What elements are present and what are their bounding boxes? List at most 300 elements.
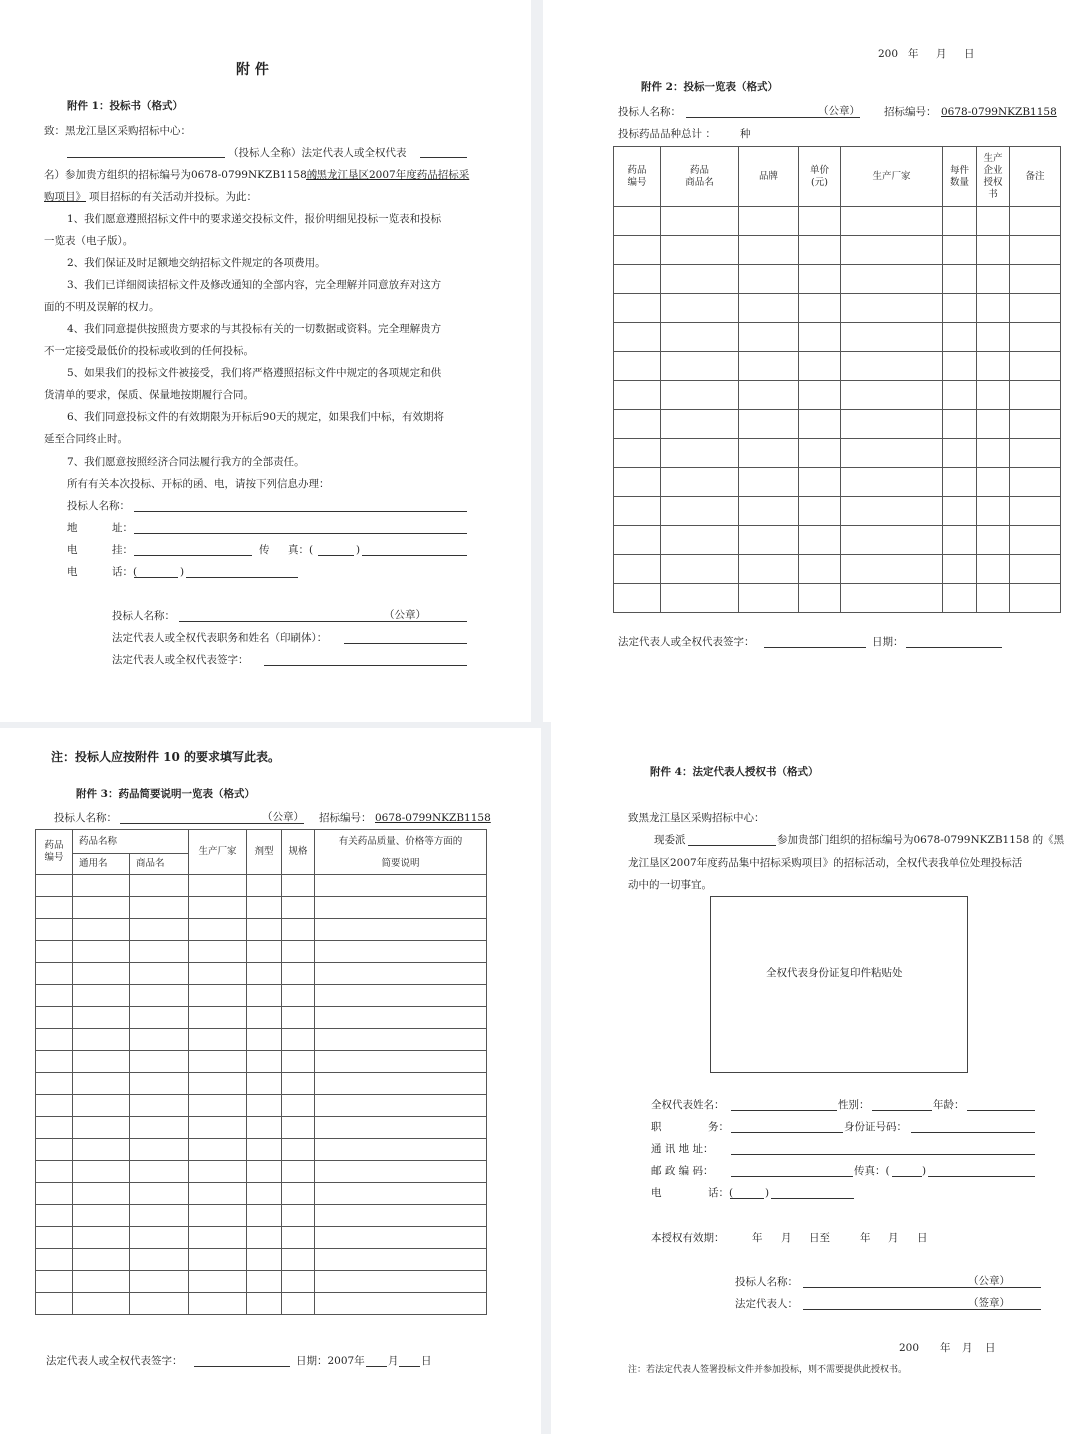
- p3-table-cell[interactable]: [36, 1095, 73, 1117]
- p2-table-cell[interactable]: [943, 584, 977, 613]
- p3-table-cell[interactable]: [130, 1051, 189, 1073]
- p2-table-cell[interactable]: [614, 265, 661, 294]
- p3-table-cell[interactable]: [247, 1271, 282, 1293]
- p2-table-cell[interactable]: [739, 265, 799, 294]
- p3-table-cell[interactable]: [282, 963, 315, 985]
- p4-field-name-input[interactable]: [731, 1110, 837, 1111]
- p4-body3: 动中的一切事宜。: [628, 879, 712, 891]
- p2-table-cell[interactable]: [977, 381, 1010, 410]
- p3-table-cell[interactable]: [36, 1227, 73, 1249]
- p2-table-cell[interactable]: [661, 584, 739, 613]
- p2-sign-input[interactable]: [764, 647, 866, 648]
- p3-table-cell[interactable]: [315, 1183, 487, 1205]
- p2-table-cell[interactable]: [943, 410, 977, 439]
- p2-table-cell[interactable]: [841, 410, 943, 439]
- p4-sign-bidder-label: 投标人名称：: [735, 1276, 798, 1288]
- p3-table-cell[interactable]: [282, 1205, 315, 1227]
- p3-table-cell[interactable]: [189, 1007, 247, 1029]
- p3-table-cell[interactable]: [189, 1095, 247, 1117]
- p2-table-cell[interactable]: [799, 352, 841, 381]
- p3-table-cell[interactable]: [282, 1293, 315, 1315]
- p2-table-cell[interactable]: [943, 265, 977, 294]
- p4-field-job-input[interactable]: [731, 1132, 843, 1133]
- p2-table-cell[interactable]: [614, 410, 661, 439]
- p2-table-row: [614, 207, 1061, 236]
- p2-table-cell[interactable]: [841, 236, 943, 265]
- p3-table-cell[interactable]: [247, 1073, 282, 1095]
- p3-header-code: 药品 编号: [36, 830, 73, 875]
- p2-table-cell[interactable]: [614, 555, 661, 584]
- p3-table-cell[interactable]: [73, 1029, 130, 1051]
- p3-table-cell[interactable]: [36, 1139, 73, 1161]
- p2-table-cell[interactable]: [799, 439, 841, 468]
- p2-table-cell[interactable]: [1010, 323, 1061, 352]
- p3-table-cell[interactable]: [315, 1205, 487, 1227]
- p2-table-cell[interactable]: [977, 439, 1010, 468]
- p2-table-row: [614, 555, 1061, 584]
- p3-table-cell[interactable]: [189, 985, 247, 1007]
- p1-field-fax-input[interactable]: [362, 555, 467, 556]
- p3-table-cell[interactable]: [247, 1249, 282, 1271]
- p3-table-cell[interactable]: [247, 985, 282, 1007]
- p1-field-address-input[interactable]: [134, 533, 467, 534]
- p3-table-cell[interactable]: [315, 1095, 487, 1117]
- p2-table-cell[interactable]: [943, 294, 977, 323]
- p2-table-cell[interactable]: [661, 265, 739, 294]
- p2-table-cell[interactable]: [841, 294, 943, 323]
- p3-seal: （公章）: [262, 811, 304, 823]
- p3-table-cell[interactable]: [130, 1117, 189, 1139]
- p3-table-cell[interactable]: [130, 1073, 189, 1095]
- p1-field-fax-area[interactable]: [318, 555, 354, 556]
- p2-table-cell[interactable]: [614, 381, 661, 410]
- p3-table-cell[interactable]: [282, 1073, 315, 1095]
- p3-table-cell[interactable]: [130, 919, 189, 941]
- p2-table-cell[interactable]: [799, 497, 841, 526]
- p3-table-cell[interactable]: [130, 1139, 189, 1161]
- p2-table-cell[interactable]: [943, 555, 977, 584]
- p3-table-cell[interactable]: [36, 1007, 73, 1029]
- p3-table-cell[interactable]: [130, 941, 189, 963]
- p3-table-cell[interactable]: [73, 1139, 130, 1161]
- p3-table-cell[interactable]: [247, 1095, 282, 1117]
- p2-table-cell[interactable]: [661, 207, 739, 236]
- p2-table-cell[interactable]: [841, 323, 943, 352]
- p2-table-cell[interactable]: [799, 207, 841, 236]
- p1-field-telegraph-input[interactable]: [134, 555, 252, 556]
- p4-field-age-input[interactable]: [967, 1110, 1035, 1111]
- p3-table-cell[interactable]: [130, 1271, 189, 1293]
- p3-table-cell[interactable]: [189, 1227, 247, 1249]
- p3-table-cell[interactable]: [189, 963, 247, 985]
- p2-table-cell[interactable]: [841, 352, 943, 381]
- p2-table-cell[interactable]: [799, 381, 841, 410]
- p3-sign-input[interactable]: [194, 1366, 290, 1367]
- p3-table-cell[interactable]: [36, 1029, 73, 1051]
- p2-table-cell[interactable]: [943, 323, 977, 352]
- p3-table-cell[interactable]: [73, 1095, 130, 1117]
- p3-table-cell[interactable]: [282, 1249, 315, 1271]
- p2-table-cell[interactable]: [739, 410, 799, 439]
- p3-table-cell[interactable]: [315, 1029, 487, 1051]
- p3-table-cell[interactable]: [189, 1271, 247, 1293]
- p2-table-cell[interactable]: [1010, 410, 1061, 439]
- p4-body1-delegate-input[interactable]: [688, 845, 776, 846]
- p2-table-cell[interactable]: [799, 555, 841, 584]
- p3-table-cell[interactable]: [282, 875, 315, 897]
- p3-table-cell[interactable]: [315, 875, 487, 897]
- p3-table-cell[interactable]: [130, 1161, 189, 1183]
- p3-table-cell[interactable]: [73, 1117, 130, 1139]
- p3-table-cell[interactable]: [247, 875, 282, 897]
- p3-table-cell[interactable]: [189, 1139, 247, 1161]
- p3-table-cell[interactable]: [315, 1249, 487, 1271]
- p2-table-cell[interactable]: [977, 584, 1010, 613]
- p3-table-cell[interactable]: [247, 1007, 282, 1029]
- p3-table-cell[interactable]: [247, 1293, 282, 1315]
- p3-table-cell[interactable]: [282, 1139, 315, 1161]
- p2-table-cell[interactable]: [977, 352, 1010, 381]
- p3-table-cell[interactable]: [36, 985, 73, 1007]
- page-separator-horizontal-left: [0, 722, 541, 728]
- p2-table-cell[interactable]: [799, 526, 841, 555]
- p2-table-cell[interactable]: [977, 294, 1010, 323]
- p4-heading: 附件 4：法定代表人授权书（格式）: [650, 766, 819, 778]
- p3-table-cell[interactable]: [282, 985, 315, 1007]
- p2-table-cell[interactable]: [1010, 352, 1061, 381]
- p3-date-day-input[interactable]: [399, 1366, 420, 1367]
- p3-table-row: [36, 1073, 487, 1095]
- p2-table-cell[interactable]: [1010, 294, 1061, 323]
- p3-table-cell[interactable]: [189, 897, 247, 919]
- p2-table-cell[interactable]: [799, 584, 841, 613]
- p2-table-cell[interactable]: [799, 236, 841, 265]
- p2-table-cell[interactable]: [943, 439, 977, 468]
- p1-field-fax-close: ): [356, 544, 361, 556]
- p2-table-cell[interactable]: [977, 526, 1010, 555]
- p4-field-id-label: 身份证号码：: [844, 1121, 907, 1133]
- p2-table-cell[interactable]: [739, 555, 799, 584]
- p2-table-cell[interactable]: [661, 236, 739, 265]
- p3-table-cell[interactable]: [130, 1095, 189, 1117]
- p3-table-cell[interactable]: [189, 1117, 247, 1139]
- p3-table-cell[interactable]: [247, 897, 282, 919]
- p3-table-cell[interactable]: [73, 941, 130, 963]
- p2-table-cell[interactable]: [977, 555, 1010, 584]
- p3-table-row: [36, 1183, 487, 1205]
- p3-table-cell[interactable]: [189, 919, 247, 941]
- p3-table-cell[interactable]: [73, 1227, 130, 1249]
- p3-table-cell[interactable]: [73, 1249, 130, 1271]
- p2-table-cell[interactable]: [739, 439, 799, 468]
- p2-table-cell[interactable]: [614, 497, 661, 526]
- p2-table-cell[interactable]: [739, 294, 799, 323]
- p3-table-cell[interactable]: [282, 1095, 315, 1117]
- p4-sign-rep-label: 法定代表人：: [735, 1298, 798, 1310]
- p2-table-cell[interactable]: [1010, 381, 1061, 410]
- p1-field-phone-area[interactable]: [134, 577, 178, 578]
- p2-table-cell[interactable]: [1010, 207, 1061, 236]
- p3-table-cell[interactable]: [36, 897, 73, 919]
- p3-table-cell[interactable]: [73, 1183, 130, 1205]
- p3-table-cell[interactable]: [315, 963, 487, 985]
- p3-table-cell[interactable]: [36, 963, 73, 985]
- p2-table-cell[interactable]: [977, 207, 1010, 236]
- p3-table-cell[interactable]: [73, 1007, 130, 1029]
- p2-table-cell[interactable]: [841, 381, 943, 410]
- p3-table-cell[interactable]: [189, 941, 247, 963]
- p2-table-cell[interactable]: [661, 526, 739, 555]
- p2-table-cell[interactable]: [739, 207, 799, 236]
- p2-table-cell[interactable]: [977, 497, 1010, 526]
- p3-table-cell[interactable]: [247, 1183, 282, 1205]
- p1-sign-rep-input[interactable]: [344, 643, 467, 644]
- p2-table-cell[interactable]: [1010, 584, 1061, 613]
- p3-table-cell[interactable]: [247, 1029, 282, 1051]
- p3-table-cell[interactable]: [247, 1117, 282, 1139]
- p2-table-cell[interactable]: [841, 468, 943, 497]
- p2-date-input[interactable]: [906, 647, 1002, 648]
- p2-table-cell[interactable]: [841, 555, 943, 584]
- p2-date-year-unit: 年: [908, 48, 919, 60]
- p3-table-cell[interactable]: [315, 919, 487, 941]
- p2-table-cell[interactable]: [799, 294, 841, 323]
- p3-table-cell[interactable]: [282, 941, 315, 963]
- p3-table-cell[interactable]: [36, 1183, 73, 1205]
- p2-table-cell[interactable]: [614, 294, 661, 323]
- p1-field-fax-label-b: 真：(: [288, 544, 314, 556]
- p3-table-cell[interactable]: [36, 1073, 73, 1095]
- p3-table-cell[interactable]: [130, 985, 189, 1007]
- p2-table-cell[interactable]: [841, 265, 943, 294]
- p3-table-cell[interactable]: [282, 1007, 315, 1029]
- p4-field-fax-input[interactable]: [928, 1176, 1035, 1177]
- p3-table-cell[interactable]: [282, 1161, 315, 1183]
- p4-field-id-input[interactable]: [911, 1132, 1035, 1133]
- p3-date-month-input[interactable]: [366, 1366, 387, 1367]
- p2-table-cell[interactable]: [1010, 555, 1061, 584]
- p2-table-cell[interactable]: [943, 236, 977, 265]
- p3-table-cell[interactable]: [282, 1271, 315, 1293]
- p2-table-cell[interactable]: [614, 323, 661, 352]
- p3-table-cell[interactable]: [36, 1161, 73, 1183]
- p3-table-cell[interactable]: [73, 1271, 130, 1293]
- p2-table-cell[interactable]: [739, 352, 799, 381]
- p3-table-cell[interactable]: [282, 897, 315, 919]
- p3-table-cell[interactable]: [282, 1051, 315, 1073]
- p3-table-cell[interactable]: [130, 1007, 189, 1029]
- p3-table-cell[interactable]: [315, 1293, 487, 1315]
- p3-table-cell[interactable]: [36, 1117, 73, 1139]
- p2-header-cell: 药品 编号: [614, 147, 661, 207]
- p3-table-cell[interactable]: [36, 919, 73, 941]
- p2-table-cell[interactable]: [977, 410, 1010, 439]
- p3-table-cell[interactable]: [130, 1227, 189, 1249]
- p1-field-bidder-input[interactable]: [134, 511, 467, 512]
- p2-table-cell[interactable]: [1010, 526, 1061, 555]
- p3-table-cell[interactable]: [315, 1073, 487, 1095]
- p3-table-cell[interactable]: [315, 1227, 487, 1249]
- p3-table-cell[interactable]: [73, 963, 130, 985]
- p3-table-cell[interactable]: [130, 1205, 189, 1227]
- p3-table-cell[interactable]: [189, 1249, 247, 1271]
- p3-table-cell[interactable]: [189, 1293, 247, 1315]
- p2-table-cell[interactable]: [841, 439, 943, 468]
- p2-table-cell[interactable]: [661, 439, 739, 468]
- p3-table-cell[interactable]: [247, 1051, 282, 1073]
- p2-table-cell[interactable]: [614, 439, 661, 468]
- p2-table-cell[interactable]: [943, 526, 977, 555]
- p3-table-cell[interactable]: [36, 1293, 73, 1315]
- p3-table-cell[interactable]: [73, 1073, 130, 1095]
- p2-table-cell[interactable]: [943, 381, 977, 410]
- p3-table-cell[interactable]: [282, 919, 315, 941]
- p2-date-month: 月: [936, 48, 947, 60]
- p3-table-cell[interactable]: [73, 897, 130, 919]
- p3-table-cell[interactable]: [73, 919, 130, 941]
- p2-table-cell[interactable]: [1010, 236, 1061, 265]
- p3-table-cell[interactable]: [36, 1271, 73, 1293]
- p3-table-cell[interactable]: [130, 875, 189, 897]
- p3-table-cell[interactable]: [36, 1205, 73, 1227]
- p2-table-cell[interactable]: [977, 323, 1010, 352]
- p3-table-cell[interactable]: [189, 1205, 247, 1227]
- p4-field-phone-input[interactable]: [771, 1198, 854, 1199]
- p3-table-cell[interactable]: [247, 1161, 282, 1183]
- p2-table-cell[interactable]: [1010, 468, 1061, 497]
- p3-table-cell[interactable]: [315, 1117, 487, 1139]
- p1-item: 3、我们已详细阅读招标文件及修改通知的全部内容，完全理解并同意放弃对这方: [67, 279, 442, 291]
- p3-table-cell[interactable]: [247, 941, 282, 963]
- p2-table-cell[interactable]: [1010, 439, 1061, 468]
- p2-table-cell[interactable]: [614, 207, 661, 236]
- p3-table-cell[interactable]: [73, 875, 130, 897]
- p3-table-cell[interactable]: [189, 1183, 247, 1205]
- p3-table-cell[interactable]: [247, 963, 282, 985]
- p2-table-cell[interactable]: [977, 236, 1010, 265]
- p2-table-cell[interactable]: [739, 584, 799, 613]
- p1-sign-signature-input[interactable]: [264, 665, 467, 666]
- p2-table-row: [614, 265, 1061, 294]
- p2-table-cell[interactable]: [614, 468, 661, 497]
- p2-table-cell[interactable]: [661, 497, 739, 526]
- p3-table-cell[interactable]: [247, 1139, 282, 1161]
- p2-table-cell[interactable]: [841, 584, 943, 613]
- p2-table-cell[interactable]: [661, 323, 739, 352]
- p4-field-address-input[interactable]: [731, 1154, 1035, 1155]
- p3-table-cell[interactable]: [73, 1205, 130, 1227]
- p2-table-cell[interactable]: [841, 526, 943, 555]
- p1-sign-rep-label: 法定代表人或全权代表职务和姓名（印刷体）：: [112, 632, 328, 644]
- p3-table-cell[interactable]: [36, 1249, 73, 1271]
- p1-item: 7、我们愿意按照经济合同法履行我方的全部责任。: [67, 456, 305, 468]
- p2-table-cell[interactable]: [841, 497, 943, 526]
- p2-table-cell[interactable]: [1010, 497, 1061, 526]
- p2-table-cell[interactable]: [739, 236, 799, 265]
- p3-table-cell[interactable]: [282, 1117, 315, 1139]
- p2-table-cell[interactable]: [614, 526, 661, 555]
- p3-table-cell[interactable]: [247, 1205, 282, 1227]
- p4-field-zip-input[interactable]: [731, 1176, 853, 1177]
- p3-table-cell[interactable]: [36, 875, 73, 897]
- p3-table-cell[interactable]: [189, 1029, 247, 1051]
- p3-table-cell[interactable]: [315, 1007, 487, 1029]
- p3-table-cell[interactable]: [315, 897, 487, 919]
- p4-field-sex-input[interactable]: [872, 1110, 932, 1111]
- p2-table-cell[interactable]: [799, 468, 841, 497]
- p2-table-cell[interactable]: [614, 236, 661, 265]
- p2-table-cell[interactable]: [799, 323, 841, 352]
- p2-table-cell[interactable]: [661, 468, 739, 497]
- p2-table-cell[interactable]: [799, 265, 841, 294]
- p2-table-cell[interactable]: [977, 265, 1010, 294]
- p2-table-cell[interactable]: [943, 352, 977, 381]
- p2-table-cell[interactable]: [739, 497, 799, 526]
- p3-table-cell[interactable]: [36, 941, 73, 963]
- p3-table-cell[interactable]: [130, 963, 189, 985]
- p3-table-cell[interactable]: [130, 1249, 189, 1271]
- p2-table-cell[interactable]: [739, 468, 799, 497]
- p3-table-cell[interactable]: [189, 1051, 247, 1073]
- p2-table-cell[interactable]: [661, 294, 739, 323]
- p2-table-cell[interactable]: [943, 468, 977, 497]
- p2-table-cell[interactable]: [614, 352, 661, 381]
- p2-table-cell[interactable]: [943, 207, 977, 236]
- p3-table-cell[interactable]: [247, 919, 282, 941]
- p3-table-cell[interactable]: [73, 985, 130, 1007]
- p3-table-cell[interactable]: [130, 897, 189, 919]
- p3-table-cell[interactable]: [189, 875, 247, 897]
- p2-table-cell[interactable]: [661, 352, 739, 381]
- p2-table-cell[interactable]: [739, 526, 799, 555]
- p3-table-cell[interactable]: [282, 1029, 315, 1051]
- p3-table-cell[interactable]: [247, 1227, 282, 1249]
- p1-field-phone-input[interactable]: [186, 577, 298, 578]
- p3-table-cell[interactable]: [73, 1161, 130, 1183]
- p3-table-cell[interactable]: [315, 985, 487, 1007]
- p3-table-cell[interactable]: [73, 1051, 130, 1073]
- p3-table-cell[interactable]: [315, 1161, 487, 1183]
- p2-table-cell[interactable]: [841, 207, 943, 236]
- p3-table-cell[interactable]: [130, 1293, 189, 1315]
- p3-table-cell[interactable]: [189, 1161, 247, 1183]
- p3-table-cell[interactable]: [36, 1051, 73, 1073]
- p2-table-cell[interactable]: [614, 584, 661, 613]
- p3-table-cell[interactable]: [73, 1293, 130, 1315]
- p2-table-cell[interactable]: [799, 410, 841, 439]
- p2-table-cell[interactable]: [943, 497, 977, 526]
- p2-table-cell[interactable]: [739, 323, 799, 352]
- p2-table-cell[interactable]: [1010, 265, 1061, 294]
- p3-table-cell[interactable]: [315, 1051, 487, 1073]
- p4-field-fax-area[interactable]: [892, 1176, 922, 1177]
- p2-table-cell[interactable]: [739, 381, 799, 410]
- p2-table-cell[interactable]: [977, 468, 1010, 497]
- p3-table-cell[interactable]: [189, 1073, 247, 1095]
- p2-table-cell[interactable]: [661, 381, 739, 410]
- p2-table-cell[interactable]: [661, 555, 739, 584]
- p3-table-cell[interactable]: [315, 941, 487, 963]
- p3-table-cell[interactable]: [130, 1029, 189, 1051]
- p3-table-cell[interactable]: [282, 1227, 315, 1249]
- p3-table-cell[interactable]: [315, 1271, 487, 1293]
- p2-table-cell[interactable]: [661, 410, 739, 439]
- p3-table-cell[interactable]: [282, 1183, 315, 1205]
- p3-table-cell[interactable]: [315, 1139, 487, 1161]
- p4-field-phone-area[interactable]: [730, 1198, 764, 1199]
- p3-table-cell[interactable]: [130, 1183, 189, 1205]
- p2-header-cell: 备注: [1010, 147, 1061, 207]
